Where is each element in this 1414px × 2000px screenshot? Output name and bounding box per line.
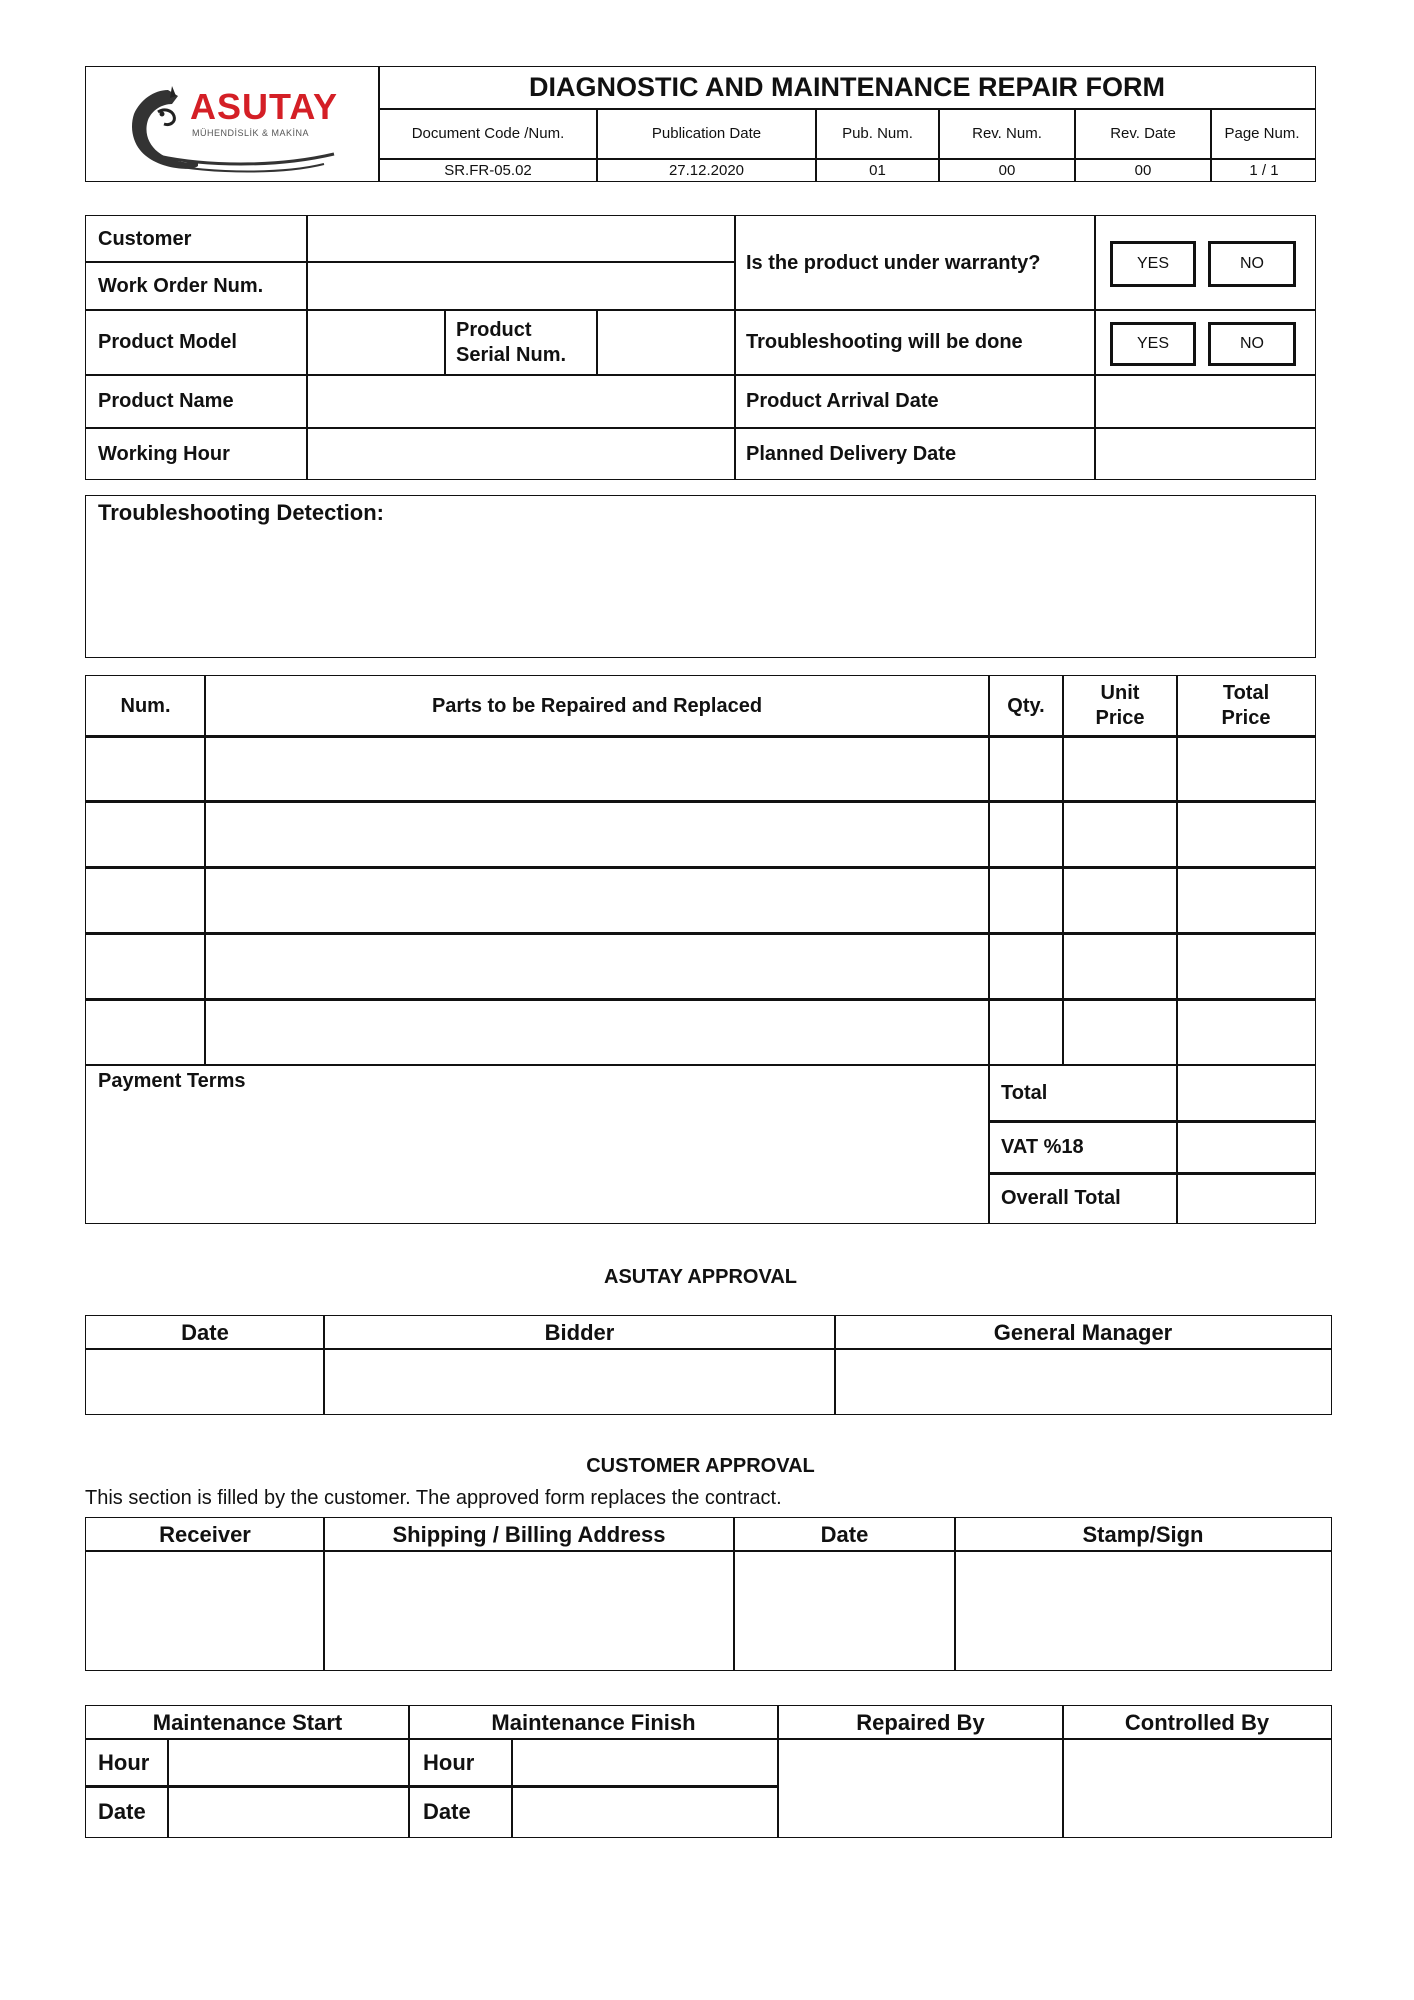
parts-line [85,1064,1316,1066]
parts-header-description: Parts to be Repaired and Replaced [431,694,763,717]
meta-label-page-num: Page Num. [1224,124,1300,142]
warranty-question: Is the product under warranty? [746,251,1041,274]
work-order-field[interactable] [308,263,734,309]
warranty-no-button[interactable]: NO [1208,241,1296,287]
product-name-label: Product Name [98,390,234,412]
controlled-by-field[interactable] [1064,1740,1330,1836]
table-row[interactable] [87,803,1314,866]
maintenance-header-finish: Maintenance Finish [491,1709,696,1735]
meta-label-rev-date: Rev. Date [1110,124,1176,142]
asutay-header-date: Date [181,1319,229,1345]
customer-header-receiver: Receiver [159,1521,251,1547]
info-divider [734,215,736,480]
repaired-by-field[interactable] [779,1740,1062,1836]
table-row[interactable] [87,1001,1314,1064]
work-order-label: Work Order Num. [98,274,264,297]
logo-swoosh [154,134,354,174]
troubleshooting-done-label: Troubleshooting will be done [746,331,1023,353]
asutay-date-field[interactable] [87,1350,323,1413]
parts-header-total-price: Total Price [1221,682,1271,729]
asutay-header-bidder: Bidder [544,1319,615,1345]
delivery-date-field[interactable] [1096,429,1314,480]
vat-label: VAT %18 [1001,1136,1084,1158]
overall-total-value[interactable] [1178,1175,1314,1222]
overall-total-label: Overall Total [1001,1187,1121,1209]
product-model-label: Product Model [98,331,237,353]
maintenance-header-repaired-by: Repaired By [856,1709,985,1735]
finish-date-field[interactable] [513,1788,777,1836]
customer-header-stamp-sign: Stamp/Sign [1082,1521,1204,1547]
finish-hour-label: Hour [423,1749,475,1775]
customer-date-field[interactable] [735,1552,954,1669]
payment-terms-field[interactable] [87,1096,988,1222]
total-value[interactable] [1178,1066,1314,1120]
working-hour-label: Working Hour [98,443,230,465]
total-label: Total [1001,1081,1048,1104]
arrival-date-field[interactable] [1096,376,1314,427]
customer-field[interactable] [308,217,734,261]
start-hour-field[interactable] [169,1740,408,1785]
customer-approval-title: CUSTOMER APPROVAL [586,1454,815,1477]
working-hour-field[interactable] [308,429,734,480]
meta-value-doc-code: SR.FR-05.02 [444,161,532,179]
customer-header-date: Date [820,1521,869,1547]
delivery-date-label: Planned Delivery Date [746,443,957,465]
troubleshooting-no-button[interactable]: NO [1208,322,1296,366]
meta-value-page-num: 1 / 1 [1249,161,1279,179]
maintenance-header-start: Maintenance Start [152,1709,343,1735]
table-row[interactable] [87,869,1314,932]
arrival-date-label: Product Arrival Date [746,390,939,412]
product-serial-field[interactable] [598,311,734,374]
asutay-header-general-manager: General Manager [993,1319,1173,1345]
customer-approval-note: This section is filled by the customer. The approved form replaces the contract. [85,1487,782,1509]
table-row[interactable] [87,738,1314,800]
product-model-field[interactable] [308,311,444,374]
customer-address-field[interactable] [325,1552,733,1669]
customer-stamp-field[interactable] [956,1552,1330,1669]
troubleshooting-yes-button[interactable]: YES [1110,322,1196,366]
vat-value[interactable] [1178,1123,1314,1172]
meta-value-pub-num: 01 [869,161,886,179]
table-row[interactable] [87,935,1314,998]
meta-label-rev-num: Rev. Num. [972,124,1042,142]
customer-label: Customer [98,227,192,250]
meta-label-doc-code: Document Code /Num. [411,124,565,142]
finish-date-label: Date [423,1799,471,1825]
meta-value-rev-date: 00 [1134,161,1152,179]
parts-header-unit-price: Unit Price [1095,682,1145,729]
customer-header-address: Shipping / Billing Address [392,1521,666,1547]
meta-value-rev-num: 00 [998,161,1016,179]
start-date-field[interactable] [169,1788,408,1836]
parts-header-num: Num. [120,694,171,717]
start-hour-label: Hour [98,1749,150,1775]
meta-value-pub-date: 27.12.2020 [668,161,745,179]
maintenance-header-controlled-by: Controlled By [1124,1709,1270,1735]
product-name-field[interactable] [308,376,734,427]
payment-terms-label: Payment Terms [98,1070,246,1092]
customer-receiver-field[interactable] [87,1552,323,1669]
meta-label-pub-date: Publication Date [651,124,762,142]
info-divider [444,309,446,374]
detection-label: Troubleshooting Detection: [98,500,384,525]
product-serial-label: Product Serial Num. [456,318,567,366]
parts-header-qty: Qty. [1007,694,1045,717]
asutay-manager-field[interactable] [836,1350,1330,1413]
start-date-label: Date [98,1799,146,1825]
logo-subtext: MÜHENDİSLİK & MAKİNA [192,128,310,138]
warranty-yes-button[interactable]: YES [1110,241,1196,287]
meta-label-pub-num: Pub. Num. [842,124,913,142]
company-logo [118,82,358,174]
asutay-bidder-field[interactable] [325,1350,834,1413]
form-title: DIAGNOSTIC AND MAINTENANCE REPAIR FORM [529,72,1165,103]
asutay-approval-title: ASUTAY APPROVAL [604,1265,797,1288]
finish-hour-field[interactable] [513,1740,777,1785]
logo-wordmark: ASUTAY [190,86,339,127]
